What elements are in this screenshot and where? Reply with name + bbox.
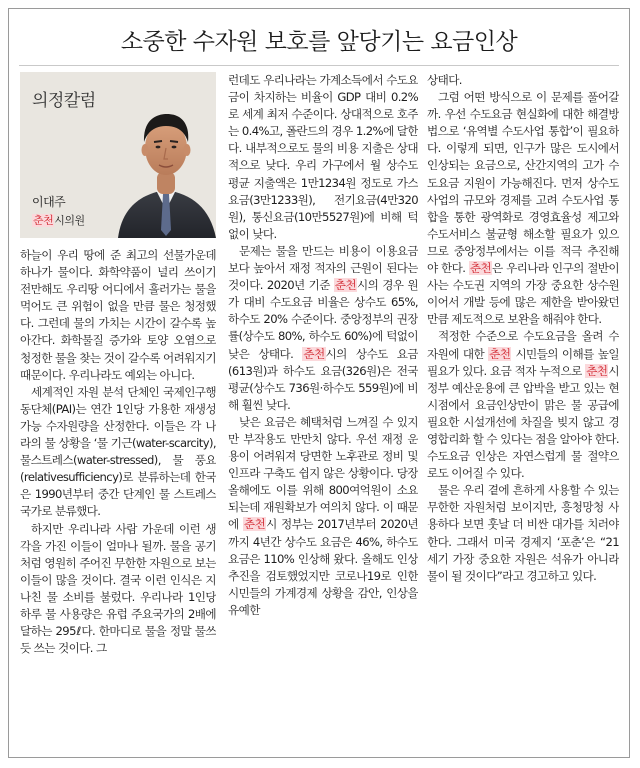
paragraph: 런데도 우리나라는 가계소득에서 수도요금이 차지하는 비율이 GDP 대비 0.2%로 세계 최저 수준이다. 상대적으로 호주는 0.4%고, 폴란드의 경우 1.2%에 달한다. 내부적으로도 물의 비용 지출은 상대적으로 낮다. 우리 가구에서 월 상수도 평균 지출액은 1만1234원 정도로 가스요금(3만1233원), 전기요금(4만320원), 통신요금(10만5527원)에 비해 턱없이 낮다. (228, 73, 418, 241)
text-run: 시민들의 이해를 높일 필요가 있다. 요금 적자 누적으로 (427, 346, 619, 378)
keyword-highlight: 춘천 (469, 261, 492, 276)
text-run: 시의 경우 원가 대비 수도요금 비율은 상수도 65%, 하수도 20% 수준이다. 중앙정부의 권장률(상수도 80%, 하수도 60%)에 턱없이 낮은 상태다. (228, 278, 418, 361)
text-run: 낮은 요금은 혜택처럼 느껴질 수 있지만 부작용도 만만치 않다. 우선 재정 운용이 어려워져 당면한 노후관로 정비 및 인프라 구축도 쉽지 않은 상황이다. 당장 올해에도 이를 위해 800여억원이 소요되는데 재원확보가 여의치 않다. 이 때문에 (228, 414, 418, 532)
paragraph (427, 89, 619, 328)
keyword-highlight: 춘천 (33, 214, 54, 227)
paragraph: 하늘이 우리 땅에 준 최고의 선물가운데 하나가 물이다. 화학약품이 널리 쓰이기 전만해도 우리땅 어디에서 흘러가는 물을 먹어도 큰 위험이 없을 만큼 물은 청정했다. 그런데 물의 가치는 시간이 갈수록 높아간다. 화학물질 증가와 토양 오염으로 청정한 물을 찾는 것이 갈수록 어려워지기 때문이다. 우리나라도 예외는 아니다. (20, 248, 216, 382)
text-run: 문제는 물을 만드는 비용이 이용요금보다 높아서 재정 적자의 근원이 된다는 것이다. 2020년 기준 (228, 243, 418, 293)
paragraph (427, 328, 619, 482)
headline-divider (19, 65, 619, 66)
headline: 소중한 수자원 보호를 앞당기는 요금인상 (120, 29, 518, 55)
keyword-highlight: 춘천 (586, 363, 608, 378)
keyword-highlight: 춘천 (334, 278, 356, 293)
paragraph: 상태다. (427, 73, 462, 87)
paragraph (228, 414, 418, 619)
text-run: 적정한 수준으로 수도요금을 올려 수자원에 대한 (427, 329, 619, 361)
column-kicker: 의정칼럼 (32, 91, 96, 111)
keyword-highlight: 춘천 (303, 346, 325, 361)
paragraph: 물은 우리 곁에 흔하게 사용할 수 있는 무한한 자원처럼 보이지만, 흥청망청 사용하다 보면 훗날 더 비싼 대가를 치러야 한다. 그래서 미국 경제지 ‘포춘’은 “21세기 가장 중요한 자원은 석유가 아니라 물이 될 것이다”라고 경고하고 있다. (427, 483, 619, 583)
article-page (8, 8, 630, 758)
paragraph (228, 243, 418, 414)
columnist-name: 이대주 (32, 195, 66, 209)
paragraph: 하지만 우리나라 사람 가운데 이런 생각을 가진 이들이 얼마나 될까. 물을 공기처럼 영원히 주어진 무한한 자원으로 보는 이들이 많을 것이다. 결국 이런 인식은 지나친 물 소비를 불렀다. 우리나라 1인당 하루 물 사용량은 유럽 주요국가의 2배에 달하는 295ℓ다. 한마디로 물을 정말 물쓰듯 쓰는 것이다. 그 (20, 521, 216, 656)
role-suffix: 시의원 (54, 214, 85, 227)
columnist-role (32, 212, 85, 228)
text-run: 은 우리나라 인구의 절반이 사는 수도권 지역의 가장 중요한 상수원이어서 개발 등에 많은 제한을 받아왔던 만큼 제도적으로 보완을 해줘야 한다. (427, 261, 619, 327)
keyword-highlight: 춘천 (243, 517, 266, 532)
text-run: 시 정부 예산운용에 큰 압박을 받고 있는 현 시점에서 요금인상만이 맑은 물 공급에 필요한 시설개선에 차질을 빚지 않고 경영합리화 할 수 있다는 점을 알아야 한다. 수도요금 인상은 자연스럽게 물 절약으로도 이어질 수 있다. (427, 363, 619, 481)
text-run: 그럼 어떤 방식으로 이 문제를 풀어갈까. 우선 수도요금 현실화에 대한 해결방법으로 ‘유역별 수도사업 통합’이 필요하다. 이렇게 되면, 인구가 많은 도시에서 인상되는 요금으로, 산간지역의 고가 수도요금 지원이 가능해진다. 먼저 상수도 사업의 규모와 경제를 고려 수도사업 통합을 통한 광역화로 경영효율성 제고와 수도서비스 불균형 해소할 필요가 있으므로 중앙정부에서는 이를 적극 추진해야 한다. (427, 90, 619, 276)
columnist-box (20, 72, 216, 238)
article-column-2 (228, 72, 418, 753)
text-run: 시 정부는 2017년부터 2020년까지 4년간 상수도 요금은 46%, 하수도 요금은 110% 인상해 왔다. 올해도 인상 추진을 검토했었지만 코로나19로 인한 시민들의 가계경제 상황을 감안, 인상을 유예한 (228, 517, 418, 617)
article-column-3 (427, 72, 619, 753)
columnist-portrait (116, 90, 216, 238)
text-run: 시의 상수도 요금(613원)과 하수도 요금(326원)은 전국 평균(상수도 736원·하수도 559원)에 비해 훨씬 낮다. (228, 346, 418, 412)
keyword-highlight: 춘천 (489, 346, 511, 361)
paragraph: 세계적인 자원 분석 단체인 국제인구행동단체(PAI)는 연간 1인당 가용한 재생성 가능 수자원량을 산정한다. 이들은 각 나라의 물 상황을 ‘물 기근(water-scarcity), 물스트레스(water-stressed), 물 풍요(relativesufficiency)로 분류하는데 한국은 1990년부터 중간 단계인 물 스트레스 국가로 분류했다. (20, 384, 216, 519)
article-column-1 (20, 247, 216, 753)
